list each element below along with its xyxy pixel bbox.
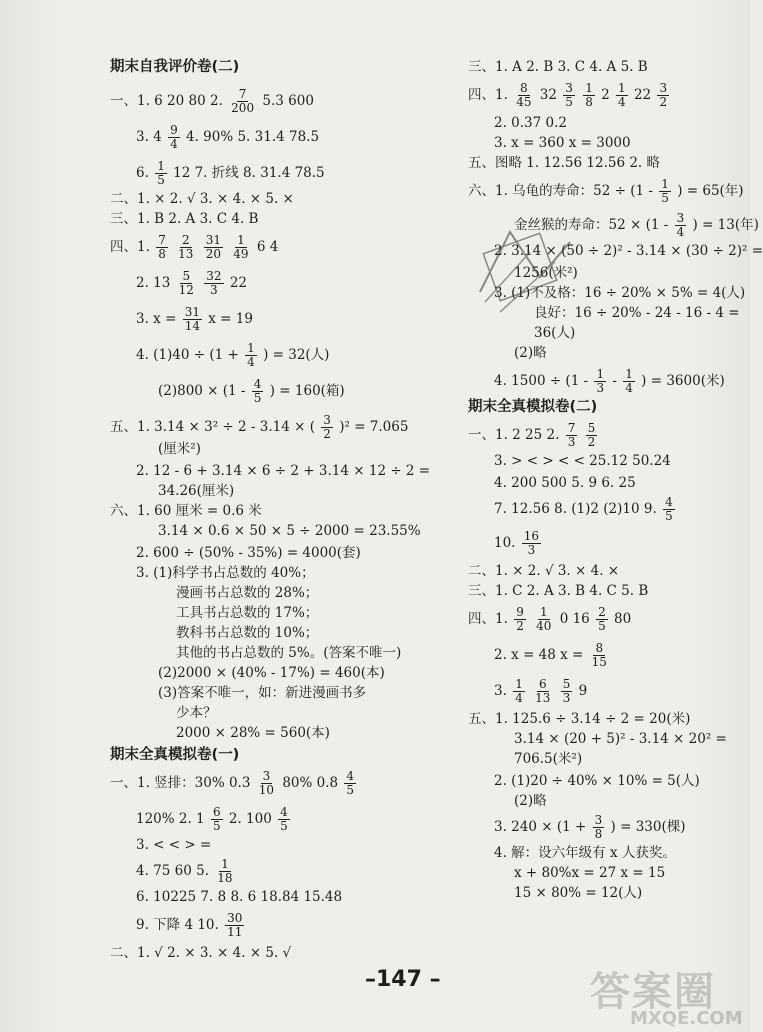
answer-line: 少本？ [176, 705, 217, 721]
answer-line: 10. $\frac{16}{3}$ [494, 529, 540, 557]
answer-line: 四、1. $\frac{8}{45}$ 32 $\frac{3}{5}$ $\frac{1}{8}$ 2 $\frac{1}{4}$ 22 $\frac{3}{2}$ [468, 81, 668, 109]
answer-line: 2. 12 - 6 + 3.14 × 6 ÷ 2 + 3.14 × 12 ÷ 2 = [136, 463, 431, 479]
answer-line: 3. > < > < < 25.12 50.24 [494, 453, 671, 469]
handwritten-scribble-mark [470, 222, 590, 322]
answer-line: 4. 解：设六年级有 x 人获奖。 [494, 845, 676, 861]
answer-line: 五、1. 3.14 × 3² ÷ 2 - 3.14 × ( $\frac{3}{2}$ )² = 7.065 [110, 413, 409, 441]
answer-line: 2. 3.14 × (50 ÷ 2)² - 3.14 × (30 ÷ 2)² = [494, 243, 763, 259]
answer-line: 3. (1)不及格：16 ÷ 20% × 5% = 4(人) [494, 285, 746, 301]
answer-line: 4. 1500 ÷ (1 - $\frac{1}{3}$ - $\frac{1}{4}$ ) = 3600(米) [494, 367, 725, 395]
answer-line: 一、1. 2 25 2. $\frac{7}{3}$ $\frac{5}{2}$ [468, 421, 596, 449]
answer-line: 2. 13 $\frac{5}{12}$ $\frac{32}{3}$ 22 [136, 269, 247, 297]
answer-line: (3)答案不唯一，如：新进漫画书多 [158, 685, 367, 701]
answer-line: 良好：16 ÷ 20% - 24 - 16 - 4 = [534, 305, 740, 321]
answer-line: 二、1. × 2. √ 3. × 4. × [468, 563, 620, 579]
answer-line: 3.14 × 0.6 × 50 × 5 ÷ 2000 = 23.55% [158, 523, 421, 539]
section-title-final-self-eval-2: 期末自我评价卷(二) [110, 59, 240, 75]
answer-line: 4. 75 60 5. $\frac{1}{18}$ [136, 857, 233, 885]
answer-line: 一、1. 6 20 80 2. $\frac{7}{200}$ 5.3 600 [110, 87, 314, 115]
watermark-text: 答案圈 [590, 969, 716, 1015]
answer-line: 一、1. 竖排：30% 0.3 $\frac{3}{10}$ 80% 0.8 $\frac{4}{5}$ [110, 769, 355, 797]
answer-line: 3. 240 × (1 + $\frac{3}{8}$ ) = 330(棵) [494, 813, 686, 841]
answer-line: 2. 0.37 0.2 [494, 115, 567, 131]
answer-line: 6. $\frac{1}{5}$ 12 7. 折线 8. 31.4 78.5 [136, 159, 325, 187]
answer-line: 7. 12.56 8. (1)2 (2)10 9. $\frac{4}{5}$ [494, 495, 673, 523]
answer-line: (2)略 [514, 793, 547, 809]
answer-line: 3. $\frac{1}{4}$ $\frac{6}{13}$ $\frac{5}{3}$ 9 [494, 677, 588, 705]
answer-line: 2. x = 48 x = $\frac{8}{15}$ [494, 641, 607, 669]
answer-line: 36(人) [534, 325, 576, 341]
answer-line: x + 80%x = 27 x = 15 [514, 865, 666, 881]
answer-line: 三、1. C 2. A 3. B 4. C 5. B [468, 583, 649, 599]
answer-line: (2)2000 × (40% - 17%) = 460(本) [158, 665, 385, 681]
answer-line: 漫画书占总数的 28%； [176, 585, 319, 601]
answer-line: 3. 4 $\frac{9}{4}$ 4. 90% 5. 31.4 78.5 [136, 123, 320, 151]
section-title-final-mock-1: 期末全真模拟卷(一) [110, 747, 240, 763]
answer-line: 三、1. A 2. B 3. C 4. A 5. B [468, 59, 648, 75]
page-number: –147 – [365, 967, 441, 992]
answer-line: 4. 200 500 5. 9 6. 25 [494, 475, 636, 491]
answer-line: 120% 2. 1 $\frac{6}{5}$ 2. 100 $\frac{4}{5}$ [136, 805, 288, 833]
answer-line: 2. (1)20 ÷ 40% × 10% = 5(人) [494, 773, 700, 789]
answer-line: 3. (1)科学书占总数的 40%； [136, 565, 315, 581]
answer-line: 四、1. $\frac{7}{8}$ $\frac{2}{13}$ $\frac{31}{20}$ $\frac{1}{49}$ 6 4 [110, 233, 279, 261]
answer-line: 1256(米²) [514, 265, 578, 281]
answer-line: (厘米²) [158, 441, 201, 457]
answer-line: 工具书占总数的 17%； [176, 605, 319, 621]
answer-line: 教科书占总数的 10%； [176, 625, 319, 641]
answer-line: 二、1. √ 2. × 3. × 4. × 5. √ [110, 945, 292, 961]
answer-line: 2000 × 28% = 560(本) [176, 725, 330, 741]
answer-line: 3. x = $\frac{31}{14}$ x = 19 [136, 305, 253, 333]
answer-line: 3. x = 360 x = 3000 [494, 135, 631, 151]
answer-line: 四、1. $\frac{9}{2}$ $\frac{1}{40}$ 0 16 $\frac{2}{5}$ 80 [468, 605, 632, 633]
answer-line: 2. 600 ÷ (50% - 35%) = 4000(套) [136, 545, 361, 561]
answer-line: 706.5(米²) [514, 751, 583, 767]
watermark-logo [590, 960, 750, 1032]
answer-line: 4. (1)40 ÷ (1 + $\frac{1}{4}$ ) = 32(人) [136, 341, 330, 369]
watermark-url: MXQE.COM [630, 1008, 743, 1029]
answer-line: 六、1. 乌龟的寿命：52 ÷ (1 - $\frac{1}{5}$ ) = 65(年) [468, 177, 744, 205]
answer-line: (2)略 [514, 345, 547, 361]
answer-line: 三、1. B 2. A 3. C 4. B [110, 211, 259, 227]
answer-line: 34.26(厘米) [158, 483, 235, 499]
answer-line: 9. 下降 4 10. $\frac{30}{11}$ [136, 911, 243, 939]
answer-line: 15 × 80% = 12(人) [514, 885, 643, 901]
answer-line: 六、1. 60 厘米 = 0.6 米 [110, 503, 262, 519]
answer-line: 6. 10225 7. 8 8. 6 18.84 15.48 [136, 889, 343, 905]
answer-line: 五、图略 1. 12.56 12.56 2. 略 [468, 155, 661, 171]
answer-line: 3.14 × (20 + 5)² - 3.14 × 20² = [514, 731, 727, 747]
answer-line: 二、1. × 2. √ 3. × 4. × 5. × [110, 191, 294, 207]
answer-line: (2)800 × (1 - $\frac{4}{5}$ ) = 160(箱) [158, 377, 345, 405]
answer-line: 其他的书占总数的 5%。(答案不唯一) [176, 645, 402, 661]
answer-line: 五、1. 125.6 ÷ 3.14 ÷ 2 = 20(米) [468, 711, 691, 727]
answer-line: 3. < < > = [136, 837, 212, 853]
answer-line: 金丝猴的寿命：52 × (1 - $\frac{3}{4}$ ) = 13(年) [514, 211, 759, 239]
section-title-final-mock-2: 期末全真模拟卷(二) [468, 399, 598, 415]
